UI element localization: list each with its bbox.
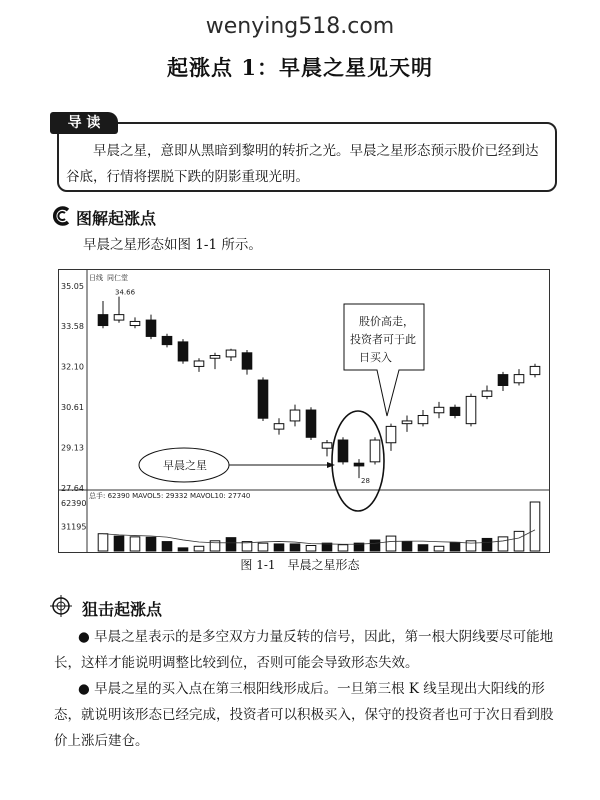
volume-bar	[338, 545, 348, 551]
candle-body	[450, 407, 460, 415]
candle-body	[242, 353, 252, 369]
volume-bar	[274, 544, 284, 551]
volume-bar	[418, 545, 428, 551]
y-tick-label: 33.58	[61, 322, 84, 332]
volume-bar	[226, 538, 236, 551]
candle-body	[514, 375, 524, 383]
candle-body	[386, 426, 396, 442]
candle-body	[530, 366, 540, 374]
morning-star-arrow-head	[327, 462, 335, 468]
crosshair-icon	[50, 595, 72, 617]
candle-body	[370, 440, 380, 462]
candle-body	[306, 410, 316, 437]
morning-star-label: 早晨之星	[163, 459, 207, 472]
y-tick-label: 35.05	[61, 282, 84, 291]
candle-body	[290, 410, 300, 421]
candlestick-chart	[59, 270, 549, 552]
candle-body	[482, 391, 492, 396]
callout-line-3: 日买入	[359, 351, 392, 364]
volume-tick-label: 31195	[61, 522, 87, 532]
chart-stock-label: 同仁堂	[107, 274, 128, 282]
volume-bar	[530, 502, 540, 551]
volume-bar	[178, 548, 188, 551]
high-price-label: 34.66	[115, 288, 136, 297]
candle-body	[210, 356, 220, 359]
intro-tag: 导 读	[50, 112, 118, 134]
volume-bar	[114, 536, 124, 551]
volume-bar	[258, 543, 268, 551]
candle-body	[322, 443, 332, 448]
volume-bar	[146, 537, 156, 551]
y-tick-label: 27.64	[61, 484, 84, 493]
volume-header: 总手: 62390 MAVOL5: 29332 MAVOL10: 27740	[89, 492, 251, 500]
candle-body	[162, 336, 172, 344]
candle-body	[146, 320, 156, 336]
volume-tick-label: 62390	[61, 499, 87, 508]
intro-text: 早晨之星，意即从黑暗到黎明的转折之光。早晨之星形态预示股价已经到达谷底，行情将摆脱下跌的阴影重现光明。	[66, 143, 539, 185]
low-price-label: 28	[361, 477, 370, 485]
y-tick-label: 29.13	[61, 443, 84, 453]
candle-body	[258, 380, 268, 418]
candle-body	[194, 361, 204, 366]
candle-body	[498, 375, 508, 386]
volume-bar	[130, 537, 140, 551]
candle-body	[466, 396, 476, 423]
candle-body	[402, 421, 412, 424]
watermark: wenying518.com	[205, 14, 395, 39]
candle-body	[114, 315, 124, 320]
candle-body	[338, 440, 348, 462]
bullet-paragraph: ● 早晨之星表示的是多空双方力量反转的信号，因此，第一根大阴线要尽可能地长，这样才能说明调整比较到位，否则可能会导致形态失效。	[54, 629, 554, 671]
volume-bar	[162, 542, 172, 551]
volume-bar	[514, 531, 524, 551]
figure-caption: 图 1-1 早晨之星形态	[240, 558, 360, 572]
bullet-paragraph: ● 早晨之星的买入点在第三根阳线形成后。一旦第三根 K 线呈现出大阳线的形态，就说明该形态已经完成，投资者可以积极买入，保守的投资者也可于次日看到股价上涨后建仓。	[54, 681, 554, 749]
volume-bar	[466, 541, 476, 551]
section-heading-sniper: 狙击起涨点	[82, 600, 163, 619]
page-title: 起涨点 1：早晨之星见天明	[167, 55, 433, 80]
candle-body	[354, 463, 364, 466]
volume-bar	[290, 544, 300, 551]
section-heading-diagram: 图解起涨点	[76, 209, 157, 228]
section-intro-text: 早晨之星形态如图 1-1 所示。	[83, 237, 262, 253]
chart-period-label: 日线	[89, 274, 103, 282]
candle-body	[130, 321, 140, 325]
volume-bar	[434, 546, 444, 551]
volume-bar	[386, 536, 396, 551]
volume-bar	[306, 546, 316, 551]
candle-body	[178, 342, 188, 361]
callout-line-2: 投资者可于此	[350, 333, 416, 346]
volume-bar	[370, 540, 380, 551]
candle-body	[434, 407, 444, 412]
y-tick-label: 32.10	[61, 362, 84, 372]
c-swirl-icon	[52, 206, 72, 226]
candle-body	[226, 350, 236, 357]
chart-frame	[58, 269, 550, 553]
y-tick-label: 30.61	[61, 403, 84, 413]
volume-bar	[98, 534, 108, 551]
candle-body	[98, 315, 108, 326]
volume-bar	[450, 542, 460, 551]
volume-bar	[482, 538, 492, 551]
callout-line-1: 股价高走，	[359, 315, 414, 328]
volume-bar	[402, 542, 412, 551]
candle-body	[418, 415, 428, 423]
volume-bar	[194, 546, 204, 551]
volume-bar	[498, 537, 508, 551]
candle-body	[274, 424, 284, 429]
